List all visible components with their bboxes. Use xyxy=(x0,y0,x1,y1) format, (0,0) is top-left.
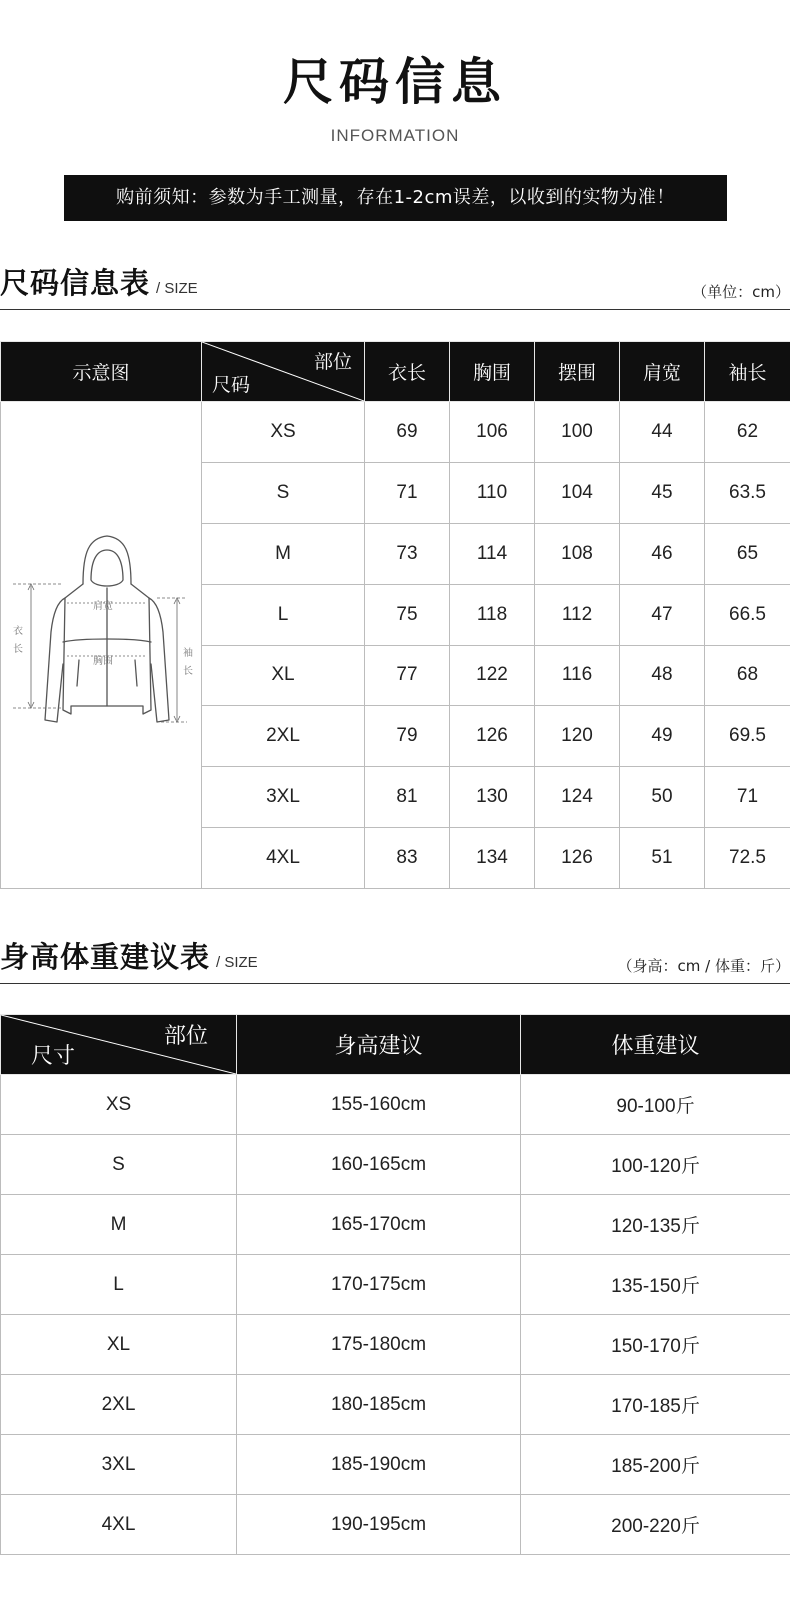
rec-section-title-sub: / SIZE xyxy=(216,954,258,971)
measurement-cell: 83 xyxy=(365,828,450,889)
weight-cell: 185-200斤 xyxy=(521,1435,790,1495)
col-header-hem: 摆围 xyxy=(535,342,620,402)
corner-size-label: 尺寸 xyxy=(31,1044,76,1069)
height-cell: 160-165cm xyxy=(237,1135,521,1195)
col-header-chest: 胸围 xyxy=(450,342,535,402)
measurement-cell: 100 xyxy=(535,402,620,463)
size-section-header xyxy=(0,258,790,310)
length-label-1: 衣 xyxy=(13,626,23,637)
measurement-cell: 51 xyxy=(620,828,705,889)
measurement-cell: 46 xyxy=(620,523,705,584)
measurement-cell: 69.5 xyxy=(705,706,790,767)
measurement-cell: 120 xyxy=(535,706,620,767)
table-row xyxy=(1,1135,790,1195)
measurement-cell: 108 xyxy=(535,523,620,584)
height-weight-table xyxy=(0,1014,790,1555)
measurement-cell: 45 xyxy=(620,462,705,523)
measurement-cell: 114 xyxy=(450,523,535,584)
rec-section-header xyxy=(0,930,790,984)
corner-part-label: 部位 xyxy=(163,1024,208,1049)
rec-section-title xyxy=(0,935,258,976)
size-corner-header xyxy=(202,342,365,402)
table-row xyxy=(1,1435,790,1495)
right-pocket xyxy=(135,660,137,686)
measurement-cell: 71 xyxy=(705,767,790,828)
height-cell: 185-190cm xyxy=(237,1435,521,1495)
purchase-notice: 购前须知：参数为手工测量，存在1-2cm误差，以收到的实物为准！ xyxy=(64,175,727,221)
left-sleeve xyxy=(45,598,65,722)
measurement-cell: 75 xyxy=(365,584,450,645)
size-section-title-sub: / SIZE xyxy=(156,280,198,297)
height-cell: 175-180cm xyxy=(237,1315,521,1375)
jacket-diagram xyxy=(1,402,202,882)
col-header-height: 身高建议 xyxy=(237,1015,521,1075)
table-row xyxy=(1,1495,790,1555)
table-row xyxy=(1,1195,790,1255)
measurement-cell: 73 xyxy=(365,523,450,584)
weight-cell: 200-220斤 xyxy=(521,1495,790,1555)
measurement-cell: 44 xyxy=(620,402,705,463)
measurement-cell: 110 xyxy=(450,462,535,523)
size-label-cell: 2XL xyxy=(1,1375,237,1435)
table-row xyxy=(1,1375,790,1435)
diagram-header: 示意图 xyxy=(1,342,202,402)
sleeve-label-2: 长 xyxy=(183,666,193,677)
corner-size-label: 尺码 xyxy=(212,374,251,396)
measurement-cell: 106 xyxy=(450,402,535,463)
table-row xyxy=(1,402,790,463)
measurement-cell: 122 xyxy=(450,645,535,706)
measurement-cell: 130 xyxy=(450,767,535,828)
size-label-cell: M xyxy=(202,523,365,584)
size-unit-note: （单位：cm） xyxy=(692,283,790,301)
size-label-cell: S xyxy=(1,1135,237,1195)
measurement-cell: 63.5 xyxy=(705,462,790,523)
hood-outline xyxy=(83,536,131,584)
corner-part-label: 部位 xyxy=(313,351,352,373)
size-label-cell: 2XL xyxy=(202,706,365,767)
size-label-cell: 4XL xyxy=(1,1495,237,1555)
measurement-cell: 116 xyxy=(535,645,620,706)
measurement-cell: 77 xyxy=(365,645,450,706)
height-cell: 170-175cm xyxy=(237,1255,521,1315)
measurement-cell: 62 xyxy=(705,402,790,463)
height-cell: 190-195cm xyxy=(237,1495,521,1555)
size-label-cell: 3XL xyxy=(202,767,365,828)
measurement-cell: 79 xyxy=(365,706,450,767)
size-label-cell: XL xyxy=(1,1315,237,1375)
left-pocket xyxy=(77,660,79,686)
weight-cell: 170-185斤 xyxy=(521,1375,790,1435)
sleeve-label-1: 袖 xyxy=(183,648,193,659)
measurement-cell: 71 xyxy=(365,462,450,523)
page-subtitle: INFORMATION xyxy=(330,126,460,145)
section-divider xyxy=(0,983,790,984)
col-header-shoulder: 肩宽 xyxy=(620,342,705,402)
size-label-cell: M xyxy=(1,1195,237,1255)
table-row xyxy=(1,1315,790,1375)
measurement-cell: 68 xyxy=(705,645,790,706)
size-label-cell: XS xyxy=(1,1075,237,1135)
table-row xyxy=(1,1255,790,1315)
size-section-title-text: 尺码信息表 xyxy=(0,266,151,300)
right-sleeve xyxy=(149,598,169,722)
shoulder-label: 肩宽 xyxy=(93,601,113,612)
measurement-cell: 47 xyxy=(620,584,705,645)
measurement-cell: 49 xyxy=(620,706,705,767)
weight-cell: 150-170斤 xyxy=(521,1315,790,1375)
measurement-cell: 112 xyxy=(535,584,620,645)
measurement-cell: 65 xyxy=(705,523,790,584)
diagram-cell xyxy=(1,402,202,889)
measurement-cell: 66.5 xyxy=(705,584,790,645)
size-label-cell: L xyxy=(1,1255,237,1315)
hood-opening xyxy=(91,550,123,586)
measurement-cell: 126 xyxy=(450,706,535,767)
rec-section-title-text: 身高体重建议表 xyxy=(0,940,211,974)
col-header-sleeve: 袖长 xyxy=(705,342,790,402)
weight-cell: 100-120斤 xyxy=(521,1135,790,1195)
rec-unit-note: （身高：cm / 体重：斤） xyxy=(617,957,790,975)
measurement-cell: 118 xyxy=(450,584,535,645)
measurement-cell: 126 xyxy=(535,828,620,889)
page-title: 尺码信息 xyxy=(283,53,507,111)
chest-label: 胸围 xyxy=(93,656,113,667)
section-divider xyxy=(0,309,790,310)
size-label-cell: L xyxy=(202,584,365,645)
size-label-cell: S xyxy=(202,462,365,523)
height-cell: 155-160cm xyxy=(237,1075,521,1135)
measurement-cell: 72.5 xyxy=(705,828,790,889)
size-table xyxy=(0,341,790,889)
measurement-cell: 69 xyxy=(365,402,450,463)
size-table-header-row xyxy=(1,342,790,402)
col-header-length: 衣长 xyxy=(365,342,450,402)
weight-cell: 135-150斤 xyxy=(521,1255,790,1315)
height-cell: 180-185cm xyxy=(237,1375,521,1435)
weight-cell: 120-135斤 xyxy=(521,1195,790,1255)
rec-table-header-row xyxy=(1,1015,790,1075)
size-label-cell: XL xyxy=(202,645,365,706)
weight-cell: 90-100斤 xyxy=(521,1075,790,1135)
height-cell: 165-170cm xyxy=(237,1195,521,1255)
size-label-cell: 4XL xyxy=(202,828,365,889)
measurement-cell: 50 xyxy=(620,767,705,828)
measurement-cell: 134 xyxy=(450,828,535,889)
measurement-cell: 81 xyxy=(365,767,450,828)
measurement-cell: 124 xyxy=(535,767,620,828)
rec-corner-header xyxy=(1,1015,237,1075)
col-header-weight: 体重建议 xyxy=(521,1015,790,1075)
length-label-2: 长 xyxy=(13,644,23,655)
size-label-cell: XS xyxy=(202,402,365,463)
size-label-cell: 3XL xyxy=(1,1435,237,1495)
measurement-cell: 48 xyxy=(620,645,705,706)
measurement-cell: 104 xyxy=(535,462,620,523)
table-row xyxy=(1,1075,790,1135)
size-section-title xyxy=(0,261,198,302)
